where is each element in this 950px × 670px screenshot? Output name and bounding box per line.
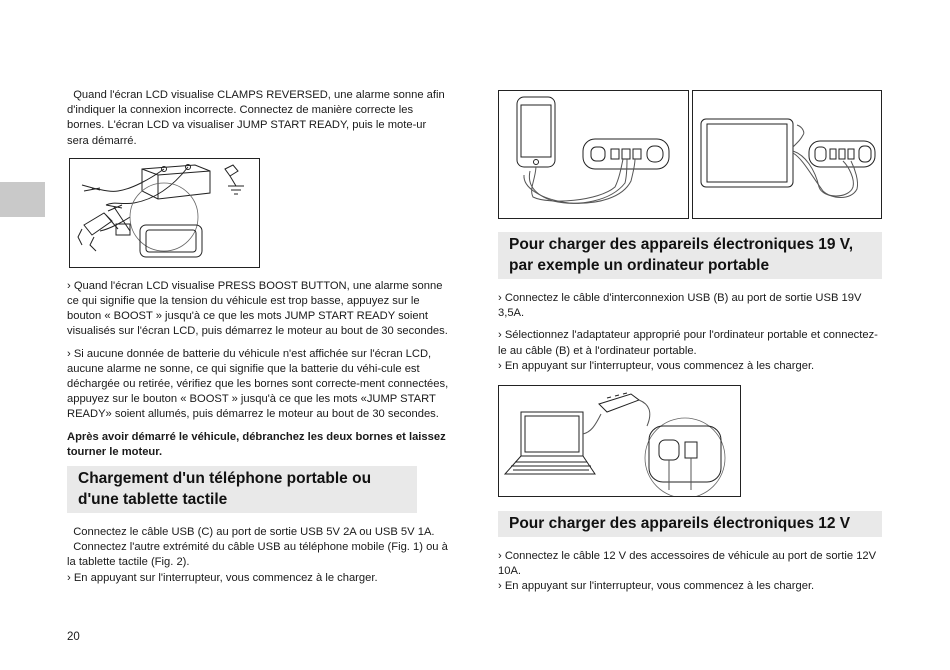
heading-19v: Pour charger des appareils électroniques 19 V, par exemple un ordinateur portable [498,232,882,279]
figure-battery-clamps [69,158,260,268]
page-number: 20 [67,631,80,643]
phone-charging-illustration [499,91,688,218]
after-start-note: Après avoir démarré le véhicule, débranchez les deux bornes et laissez tourner le moteur. [67,430,446,458]
boost-paragraph: › Quand l'écran LCD visualise PRESS BOOST BUTTON, une alarme sonne ce qui signifie que la tension du véhicule est trop basse, appuyez sur le bouton « BOOST » jusqu'à ce que les mots JUMP START READY soient visualisés sur l'écran LCD, puis démarrez le moteur au bout de 30 secondes. [67,279,448,338]
tablet-charging-illustration [693,91,881,218]
right-column-19v [498,232,882,374]
phone-step-2: Connectez l'autre extrémité du câble USB au téléphone mobile (Fig. 1) ou à la tablette tactile (Fig. 2). [67,541,448,569]
intro-paragraph: Quand l'écran LCD visualise CLAMPS REVERSED, une alarme sonne afin d'indiquer la connexion incorrecte. Connectez de manière correcte les bornes. L'écran LCD va visualiser JUMP START READY, puis le mote-ur sera démarré. [67,89,445,147]
p12-step-1: › Connectez le câble 12 V des accessoires de véhicule au port de sortie 12V 10A. [498,550,877,578]
right-column-12v [498,511,882,595]
p19-step-1: › Connectez le câble d'interconnexion USB (B) au port de sortie USB 19V 3,5A. [498,292,862,320]
p19-step-2: › Sélectionnez l'adaptateur approprié pour l'ordinateur portable et connectez-le au câble (B) et à l'ordinateur portable. [498,329,878,357]
p12-step-2: › En appuyant sur l'interrupteur, vous commencez à les charger. [498,580,815,593]
laptop-charging-illustration [499,386,740,496]
figure-laptop-charging [498,385,741,497]
section-tab [0,182,45,217]
phone-step-3: › En appuyant sur l'interrupteur, vous commencez à le charger. [67,571,378,584]
heading-phone-tablet: Chargement d'un téléphone portable ou d'une tablette tactile [67,466,417,513]
p19-step-3: › En appuyant sur l'interrupteur, vous commencez à les charger. [498,359,815,372]
battery-paragraph: › Si aucune donnée de batterie du véhicule n'est affichée sur l'écran LCD, aucune alarme ne sonne, ce qui signifie que la batterie du véhi-cule est déchargée ou retirée, vérifiez que les bornes sont correcte-ment connectées, appuyez sur le bouton « BOOST » jusqu'à ce que les mots «JUMP START READY» soient allumés, puis démarrez le moteur au bout de 30 secondes. [67,347,449,421]
left-column [67,88,451,586]
phone-step-1: Connectez le câble USB (C) au port de sortie USB 5V 2A ou USB 5V 1A. [67,526,435,539]
battery-clamps-illustration [70,159,259,267]
figure-tablet-charging [692,90,882,219]
figure-phone-charging [498,90,689,219]
heading-12v: Pour charger des appareils électroniques 12 V [498,511,882,537]
